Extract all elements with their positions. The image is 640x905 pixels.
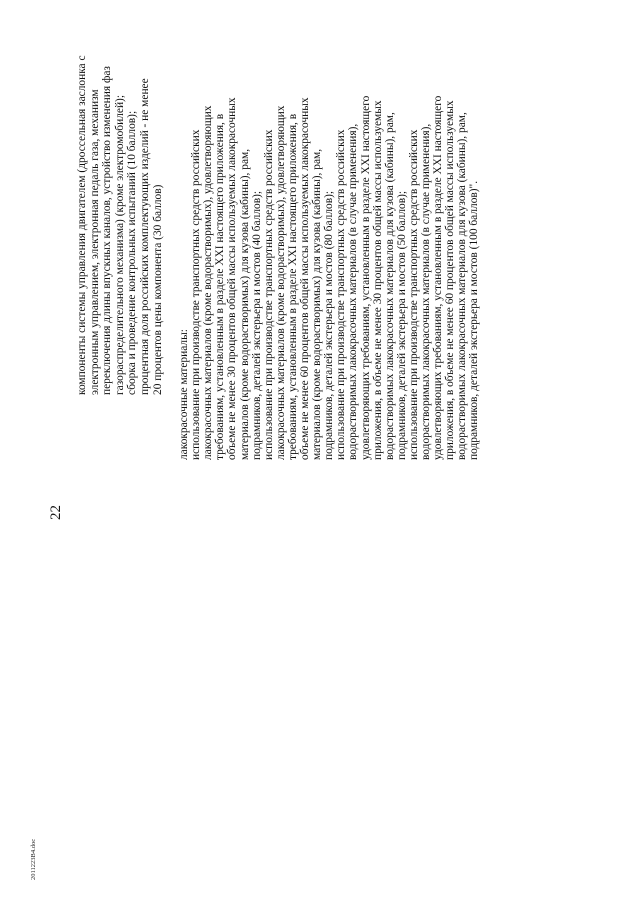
- text-line: приложения, в объеме не менее 60 процентов общей массы используемых: [444, 100, 457, 460]
- text-line: электронным управлением, электронная педаль газа, механизм: [88, 89, 101, 395]
- text-line: подрамников, деталей экстерьера и мостов (100 баллов)".: [468, 180, 481, 460]
- text-line: удовлетворяющих требованиям, установленным в разделе XXI настоящего: [359, 95, 372, 460]
- text-line: водорастворимых лакокрасочных материалов (в случае применения),: [420, 123, 432, 460]
- text-line: подрамников, деталей экстерьера и мостов (80 баллов);: [323, 190, 336, 460]
- text-line: водорастворимых лакокрасочных материалов (в случае применения),: [347, 123, 360, 460]
- footer-filename: 2011223В4.doc: [30, 838, 37, 880]
- text-line: подрамников, деталей экстерьера и мостов (40 баллов);: [250, 190, 263, 460]
- page-number: 22: [48, 505, 64, 520]
- text-line: удовлетворяющих требованиям, установленным в разделе XXI настоящего: [432, 95, 445, 460]
- text-line: материалов (кроме водорастворимых) для кузова (кабины), рам,: [311, 148, 324, 460]
- text-line: компоненты системы управления двигателем (дроссельная заслонка с: [76, 55, 88, 395]
- text-line: требованиям, установленным в разделе XXI настоящего приложения, в: [214, 113, 227, 460]
- text-line: сборка и проведение контрольных испытаний (10 баллов);: [126, 110, 139, 395]
- text-line: лакокрасочных материалов (кроме водорастворимых), удовлетворяющих: [274, 105, 287, 460]
- text-line: материалов (кроме водорастворимых) для кузова (кабины), рам,: [238, 148, 251, 460]
- text-line: лакокрасочные материалы:: [178, 329, 190, 460]
- text-line: водорастворимых лакокрасочных материалов для кузова (кабины), рам,: [383, 112, 396, 460]
- text-line: процентная доля российских комплектующих изделий - не менее: [139, 78, 151, 395]
- text-line: переключения длины впускных каналов, устройство изменения фаз: [101, 66, 114, 395]
- text-line: использование при производстве транспортных средств российских: [335, 129, 348, 460]
- text-line: использование при производстве транспортных средств российских: [407, 129, 420, 460]
- text-line: 20 процентов цены компонента (30 баллов): [151, 184, 164, 395]
- text-line: объеме не менее 30 процентов общей массы используемых лакокрасочных: [226, 97, 239, 460]
- text-line: водорастворимых лакокрасочных материалов для кузова (кабины), рам,: [456, 112, 469, 460]
- rotated-content: [38, 30, 558, 880]
- text-line: газораспределительного механизма) (кроме электромобилей);: [113, 95, 126, 395]
- text-line: объеме не менее 60 процентов общей массы используемых лакокрасочных: [299, 97, 311, 460]
- text-line: использование при производстве транспортных средств российских: [190, 129, 203, 460]
- text-line: лакокрасочных материалов (кроме водорастворимых), удовлетворяющих: [202, 105, 215, 460]
- text-line: использование при производстве транспортных средств российских: [262, 129, 275, 460]
- text-line: требованиям, установленным в разделе XXI настоящего приложения, в: [286, 113, 299, 460]
- text-line: приложения, в объеме не менее 30 процентов общей массы используемых: [371, 100, 384, 460]
- text-line: подрамников, деталей экстерьера и мостов (50 баллов);: [395, 190, 408, 460]
